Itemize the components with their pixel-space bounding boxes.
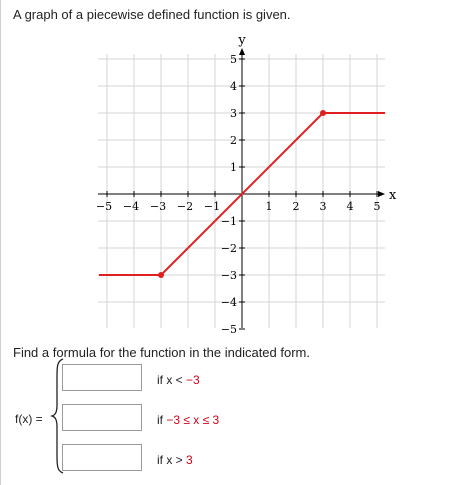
piece1-condition xyxy=(157,373,200,387)
x-tick-label: 4 xyxy=(346,200,354,213)
piece3-condition-value: 3 xyxy=(186,453,193,467)
problem-prompt: A graph of a piecewise defined function is given. xyxy=(13,7,291,22)
y-tick-label: 5 xyxy=(230,53,237,66)
x-tick-label: −1 xyxy=(203,200,221,213)
piece3-input[interactable] xyxy=(63,445,141,470)
axes xyxy=(95,48,385,329)
y-axis-arrow-icon xyxy=(239,48,245,55)
y-tick-label: 4 xyxy=(230,80,237,93)
y-axis-label: y xyxy=(238,33,246,48)
y-tick-label: −5 xyxy=(220,323,237,336)
x-tick-label: 1 xyxy=(265,200,273,213)
piece1-input[interactable] xyxy=(63,365,141,390)
question-text: Find a formula for the function in the indicated form. xyxy=(13,345,310,360)
x-tick-label: −3 xyxy=(149,200,167,213)
fx-label: f(x) = xyxy=(15,412,43,426)
x-tick-label: 3 xyxy=(319,200,327,213)
x-tick-label: −4 xyxy=(122,200,140,213)
x-tick-label: 2 xyxy=(292,200,300,213)
y-tick-label: 1 xyxy=(230,161,237,174)
y-tick-label: −1 xyxy=(220,215,237,228)
piece3-condition-prefix: if x > xyxy=(157,453,187,467)
piece1-condition-prefix: if x < xyxy=(157,373,187,387)
y-tick-label: 3 xyxy=(230,107,237,120)
piece2-answer-box[interactable] xyxy=(62,404,142,431)
x-tick-label: −5 xyxy=(95,200,113,213)
y-tick-label: −3 xyxy=(220,269,237,282)
x-axis-arrow-icon xyxy=(378,191,385,197)
piece2-condition xyxy=(157,413,219,427)
x-tick-label: −2 xyxy=(176,200,194,213)
piece2-condition-value: −3 ≤ x ≤ 3 xyxy=(166,413,220,427)
y-tick-label: −2 xyxy=(220,242,237,255)
piece1-answer-box[interactable] xyxy=(62,364,142,391)
y-tick-label: −4 xyxy=(220,296,237,309)
closed-point-marker xyxy=(158,272,164,278)
piece3-answer-box[interactable] xyxy=(62,444,142,471)
piece3-condition xyxy=(157,453,193,467)
piece2-input[interactable] xyxy=(63,405,141,430)
x-axis-label: x xyxy=(389,188,397,203)
x-tick-label: 5 xyxy=(373,200,381,213)
piece1-condition-value: −3 xyxy=(186,373,200,387)
piece2-condition-prefix: if xyxy=(157,413,167,427)
y-tick-label: 2 xyxy=(230,134,237,147)
closed-point-marker xyxy=(320,110,326,116)
